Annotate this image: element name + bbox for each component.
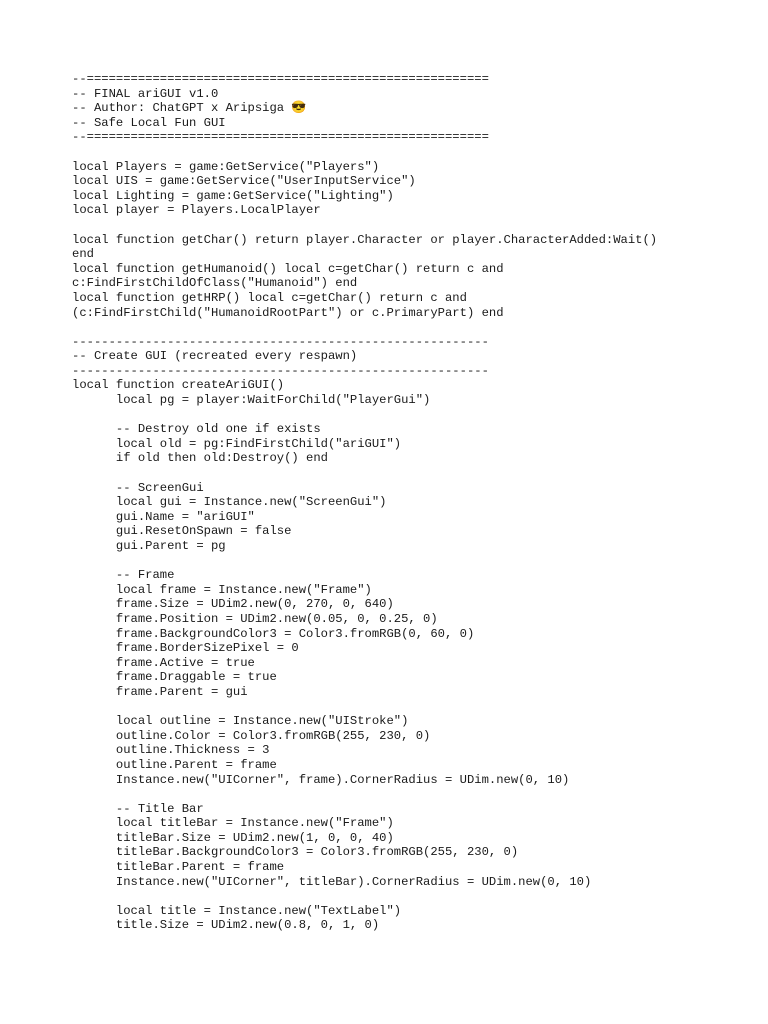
code-line: (c:FindFirstChild("HumanoidRootPart") or c.PrimaryPart) end: [72, 305, 504, 320]
code-line: gui.ResetOnSpawn = false: [72, 524, 292, 539]
blank-line: [72, 466, 752, 481]
code-line: -- Safe Local Fun GUI: [72, 115, 226, 130]
code-line: outline.Thickness = 3: [72, 743, 270, 758]
blank-line: [72, 554, 752, 569]
code-line: frame.Active = true: [72, 655, 255, 670]
document-page: [72, 72, 752, 933]
code-line: local Lighting = game:GetService("Lighting"): [72, 188, 394, 203]
code-line: frame.BackgroundColor3 = Color3.fromRGB(0, 60, 0): [72, 626, 475, 641]
code-line: -- Author: ChatGPT x Aripsiga 😎: [72, 101, 307, 116]
code-line: gui.Name = "ariGUI": [72, 509, 255, 524]
code-line: titleBar.Size = UDim2.new(1, 0, 0, 40): [72, 830, 394, 845]
code-line: -- ScreenGui: [72, 480, 204, 495]
code-line: c:FindFirstChildOfClass("Humanoid") end: [72, 276, 358, 291]
code-line: frame.Parent = gui: [72, 684, 248, 699]
code-line: if old then old:Destroy() end: [72, 451, 328, 466]
code-line: --=======================================================: [72, 130, 489, 145]
code-line: local UIS = game:GetService("UserInputService"): [72, 174, 416, 189]
code-line: local function getHRP() local c=getChar() return c and: [72, 290, 467, 305]
code-line: frame.Size = UDim2.new(0, 270, 0, 640): [72, 597, 394, 612]
blank-line: [72, 700, 752, 715]
code-line: local gui = Instance.new("ScreenGui"): [72, 495, 387, 510]
blank-line: [72, 787, 752, 802]
code-line: -- Create GUI (recreated every respawn): [72, 349, 358, 364]
code-line: Instance.new("UICorner", titleBar).CornerRadius = UDim.new(0, 10): [72, 874, 592, 889]
code-line: Instance.new("UICorner", frame).CornerRadius = UDim.new(0, 10): [72, 772, 570, 787]
code-line: outline.Parent = frame: [72, 757, 277, 772]
code-line: frame.BorderSizePixel = 0: [72, 641, 299, 656]
code-line: local outline = Instance.new("UIStroke"): [72, 714, 409, 729]
blank-line: [72, 408, 752, 423]
code-line: local function getChar() return player.Character or player.CharacterAdded:Wait(): [72, 232, 658, 247]
code-line: outline.Color = Color3.fromRGB(255, 230, 0): [72, 728, 431, 743]
code-line: local frame = Instance.new("Frame"): [72, 582, 372, 597]
code-line: -- Frame: [72, 568, 175, 583]
blank-line: [72, 889, 752, 904]
code-line: gui.Parent = pg: [72, 539, 226, 553]
code-line: -- Destroy old one if exists: [72, 422, 321, 437]
code-line: local title = Instance.new("TextLabel"): [72, 903, 402, 918]
code-line: -- Title Bar: [72, 801, 204, 816]
code-line: --=======================================================: [72, 72, 489, 86]
blank-line: [72, 218, 752, 233]
code-line: ---------------------------------------------------------: [72, 334, 489, 349]
code-line: end: [72, 247, 94, 262]
code-line: frame.Draggable = true: [72, 670, 277, 685]
blank-line: [72, 145, 752, 160]
code-line: local function getHumanoid() local c=getChar() return c and: [72, 261, 504, 276]
code-line: title.Size = UDim2.new(0.8, 0, 1, 0): [72, 918, 380, 933]
code-line: local pg = player:WaitForChild("PlayerGui"): [72, 393, 431, 408]
blank-line: [72, 320, 752, 335]
code-line: frame.Position = UDim2.new(0.05, 0, 0.25, 0): [72, 611, 438, 626]
code-line: titleBar.Parent = frame: [72, 860, 285, 875]
code-line: local player = Players.LocalPlayer: [72, 203, 321, 218]
code-line: local Players = game:GetService("Players"): [72, 159, 380, 174]
code-line: local function createAriGUI(): [72, 378, 285, 393]
code-line: ---------------------------------------------------------: [72, 363, 489, 378]
code-line: local old = pg:FindFirstChild("ariGUI"): [72, 436, 402, 451]
code-line: local titleBar = Instance.new("Frame"): [72, 816, 394, 831]
code-line: titleBar.BackgroundColor3 = Color3.fromRGB(255, 230, 0): [72, 845, 519, 860]
code-line: -- FINAL ariGUI v1.0: [72, 86, 219, 101]
